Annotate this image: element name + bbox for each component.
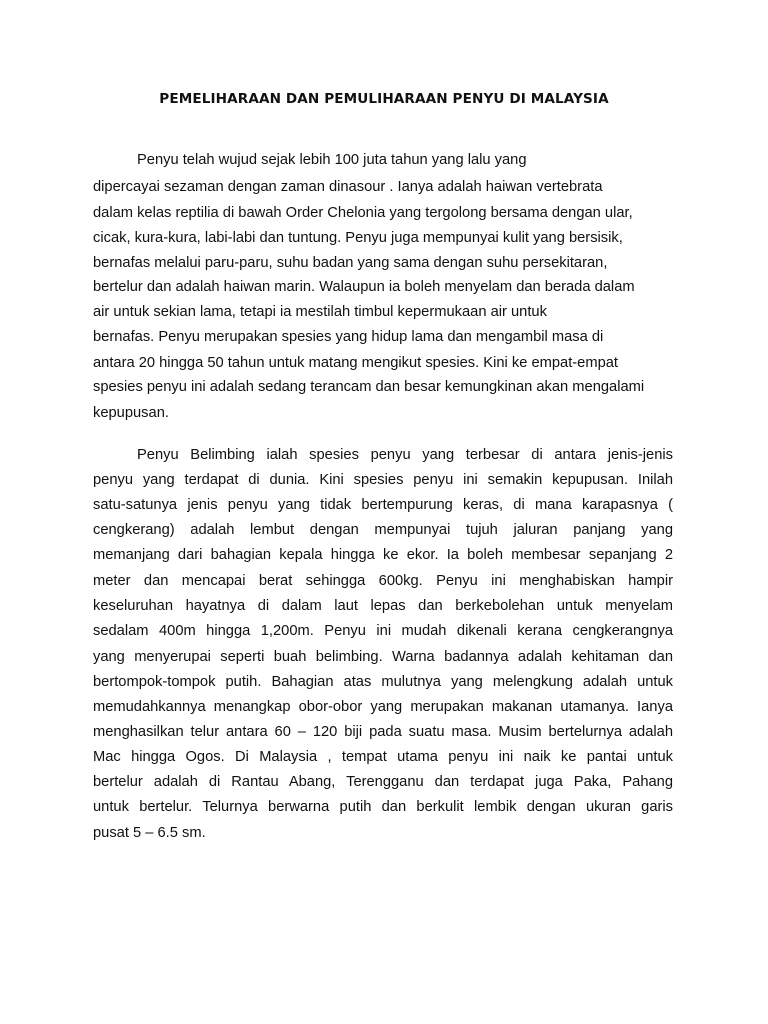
paragraph-line: menghasilkan telur antara 60 – 120 biji pada suatu masa. Musim bertelurnya adalah	[93, 724, 673, 740]
document-title: PEMELIHARAAN DAN PEMULIHARAAN PENYU DI MALAYSIA	[159, 91, 609, 107]
paragraph-line: antara 20 hingga 50 tahun untuk matang mengikut spesies. Kini ke empat-empat	[93, 355, 618, 371]
paragraph-line: kepupusan.	[93, 405, 169, 421]
paragraph-line: dipercayai sezaman dengan zaman dinasour . Ianya adalah haiwan vertebrata	[93, 179, 603, 195]
paragraph-line: spesies penyu ini adalah sedang terancam dan besar kemungkinan akan mengalami	[93, 379, 645, 395]
paragraph-line: pusat 5 – 6.5 sm.	[93, 825, 206, 841]
paragraph-line: cicak, kura-kura, labi-labi dan tuntung. Penyu juga mempunyai kulit yang bersisik,	[93, 230, 623, 246]
paragraph-line: satu-satunya jenis penyu yang tidak bertempurung keras, di mana karapasnya (	[93, 497, 673, 513]
paragraph-line: dalam kelas reptilia di bawah Order Chelonia yang tergolong bersama dengan ular,	[93, 205, 633, 221]
paragraph-line: bertelur adalah di Rantau Abang, Terengganu dan terdapat juga Paka, Pahang	[93, 774, 673, 790]
paragraph-line: cengkerang) adalah lembut dengan mempunyai tujuh jaluran panjang yang	[93, 522, 673, 538]
paragraph-line: bernafas. Penyu merupakan spesies yang hidup lama dan mengambil masa di	[93, 329, 604, 345]
paragraph-line: bertompok-tompok putih. Bahagian atas mulutnya yang melengkung adalah untuk	[93, 674, 673, 690]
paragraph-line: sedalam 400m hingga 1,200m. Penyu ini mudah dikenali kerana cengkerangnya	[93, 623, 673, 639]
paragraph-line: untuk bertelur. Telurnya berwarna putih dan berkulit lembik dengan ukuran garis	[93, 799, 673, 815]
paragraph-line: Penyu Belimbing ialah spesies penyu yang terbesar di antara jenis-jenis	[137, 447, 673, 463]
paragraph-line: bernafas melalui paru-paru, suhu badan yang sama dengan suhu persekitaran,	[93, 255, 608, 271]
paragraph-line: bertelur dan adalah haiwan marin. Walaupun ia boleh menyelam dan berada dalam	[93, 279, 635, 295]
paragraph-line: Mac hingga Ogos. Di Malaysia , tempat utama penyu ini naik ke pantai untuk	[93, 749, 673, 765]
paragraph-line: penyu yang terdapat di dunia. Kini spesies penyu ini semakin kepupusan. Inilah	[93, 472, 673, 488]
paragraph-line: memanjang dari bahagian kepala hingga ke ekor. Ia boleh membesar sepanjang 2	[93, 547, 673, 563]
paragraph-line: memudahkannya menangkap obor-obor yang merupakan makanan utamanya. Ianya	[93, 699, 673, 715]
paragraph-line: keseluruhan hayatnya di dalam laut lepas dan berkebolehan untuk menyelam	[93, 598, 673, 614]
paragraph-line: air untuk sekian lama, tetapi ia mestilah timbul kepermukaan air untuk	[93, 304, 547, 320]
paragraph-line: Penyu telah wujud sejak lebih 100 juta tahun yang lalu yang	[137, 152, 527, 168]
paragraph-line: yang menyerupai seperti buah belimbing. Warna badannya adalah kehitaman dan	[93, 649, 673, 665]
paragraph-line: meter dan mencapai berat sehingga 600kg. Penyu ini menghabiskan hampir	[93, 573, 673, 589]
